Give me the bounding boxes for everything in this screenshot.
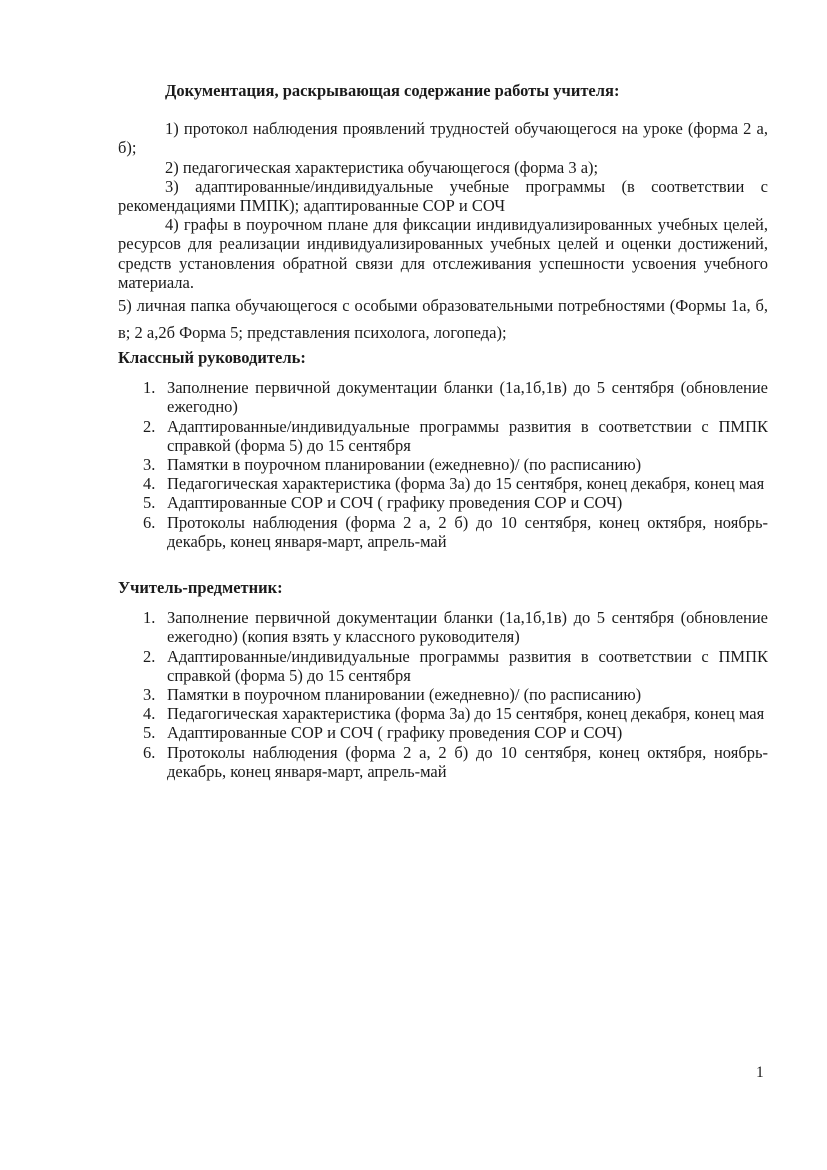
intro-paragraph-4: 4) графы в поурочном плане для фиксации индивидуализированных учебных целей, ресурсов для реализации индивидуализированных учебных целей и оценки достижений, средств установления обратной связи для отслеживания успешности усвоения учебного материала.	[118, 215, 768, 292]
list-item-number: 1.	[143, 378, 156, 398]
list-item	[118, 608, 768, 646]
list-item-text: Заполнение первичной документации бланки (1а,1б,1в) до 5 сентября (обновление ежегодно) (копия взять у классного руководителя)	[167, 608, 768, 647]
list-item-number: 5.	[143, 723, 156, 743]
list-item-number: 5.	[143, 493, 156, 513]
list-item-number: 3.	[143, 685, 156, 705]
section-heading-class-teacher: Классный руководитель:	[118, 348, 306, 368]
list-item-text: Протоколы наблюдения (форма 2 а, 2 б) до 10 сентября, конец октября, ноябрь-декабрь, конец января-март, апрель-май	[167, 742, 768, 781]
list-item-text: Протоколы наблюдения (форма 2 а, 2 б) до 10 сентября, конец октября, ноябрь-декабрь, конец января-март, апрель-май	[167, 512, 768, 551]
list-item-number: 4.	[143, 704, 156, 724]
list-item-number: 3.	[143, 455, 156, 475]
list-item-text: Адаптированные СОР и СОЧ ( графику проведения СОР и СОЧ)	[167, 493, 623, 513]
list-item-number: 6.	[143, 742, 156, 762]
list-item-text: Адаптированные СОР и СОЧ ( графику проведения СОР и СОЧ)	[167, 723, 623, 743]
intro-paragraph-1: 1) протокол наблюдения проявлений трудностей обучающегося на уроке (форма 2 а, б);	[118, 119, 768, 158]
list-item-text: Педагогическая характеристика (форма 3а) до 15 сентября, конец декабря, конец мая	[167, 474, 765, 494]
list-item-number: 2.	[143, 416, 156, 436]
list-item	[118, 378, 768, 416]
list-item	[118, 417, 768, 455]
list-item	[118, 723, 768, 742]
document-title: Документация, раскрывающая содержание работы учителя:	[165, 81, 620, 100]
intro-paragraph-5: 5) личная папка обучающегося с особыми образовательными потребностями (Формы 1а, б, в; 2 а,2б Форма 5; представления психолога, логопеда);	[118, 296, 768, 343]
document-body	[118, 81, 768, 781]
section-heading-subject-teacher: Учитель-предметник:	[118, 578, 283, 598]
subject-teacher-list	[118, 608, 768, 781]
list-item-number: 1.	[143, 608, 156, 628]
intro-paragraph-3: 3) адаптированные/индивидуальные учебные программы (в соответствии с рекомендациями ПМПК); адаптированные СОР и СОЧ	[118, 176, 768, 216]
list-item	[118, 455, 768, 474]
list-item	[118, 685, 768, 704]
list-item-text: Памятки в поурочном планировании (ежедневно)/ (по расписанию)	[167, 685, 642, 705]
list-item-number: 2.	[143, 646, 156, 666]
list-item	[118, 513, 768, 551]
list-item-text: Педагогическая характеристика (форма 3а) до 15 сентября, конец декабря, конец мая	[167, 704, 765, 724]
list-item-text: Адаптированные/индивидуальные программы развития в соответствии с ПМПК справкой (форма 5) до 15 сентября	[167, 646, 768, 685]
class-teacher-list	[118, 378, 768, 551]
list-item	[118, 647, 768, 685]
list-item	[118, 493, 768, 512]
list-item-text: Памятки в поурочном планировании (ежедневно)/ (по расписанию)	[167, 455, 642, 475]
list-item	[118, 743, 768, 781]
list-item-number: 6.	[143, 512, 156, 532]
list-item	[118, 704, 768, 723]
list-item-number: 4.	[143, 474, 156, 494]
intro-paragraph-2: 2) педагогическая характеристика обучающегося (форма 3 а);	[165, 157, 599, 177]
list-item-text: Заполнение первичной документации бланки (1а,1б,1в) до 5 сентября (обновление ежегодно)	[167, 378, 768, 417]
list-item	[118, 474, 768, 493]
list-item-text: Адаптированные/индивидуальные программы развития в соответствии с ПМПК справкой (форма 5) до 15 сентября	[167, 416, 768, 455]
page-number: 1	[756, 1064, 764, 1081]
